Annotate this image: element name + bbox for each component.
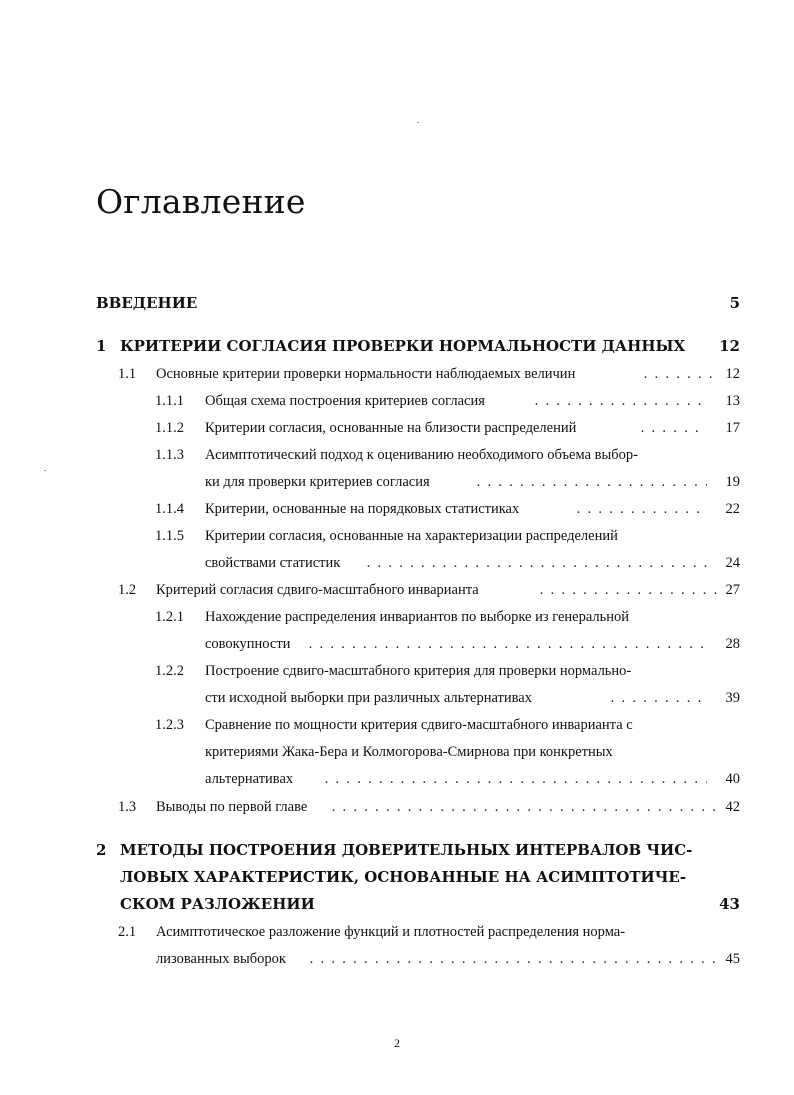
toc-page-number: 13 <box>725 393 740 409</box>
toc-entry-subsection-1-1-5-cont[interactable] <box>155 550 742 577</box>
toc-entry-subsection-1-2-1[interactable] <box>155 604 742 631</box>
toc-entry-introduction[interactable] <box>96 290 746 317</box>
page-title: Оглавление <box>96 182 306 221</box>
toc-page-number: 27 <box>725 582 740 598</box>
toc-page-number: 22 <box>725 501 740 517</box>
toc-leader-dots <box>306 946 720 973</box>
toc-entry-title-line: лизованных выборок <box>156 951 286 967</box>
toc-leader-dots <box>531 388 707 415</box>
toc-entry-number: 1.2.3 <box>155 717 184 733</box>
toc-entry-subsection-1-2-3-cont[interactable] <box>155 739 742 766</box>
toc-entry-section-1-3[interactable] <box>118 794 742 821</box>
toc-leader-dots <box>473 469 707 496</box>
toc-entry-subsection-1-2-1-cont[interactable] <box>155 631 742 658</box>
toc-entry-title-line: Критерии согласия, основанные на характеризации распределений <box>205 528 618 544</box>
toc-entry-number: 1.3 <box>118 799 137 815</box>
toc-entry-number: 1.2.2 <box>155 663 184 679</box>
toc-page-number: 24 <box>725 555 740 571</box>
toc-page-number: 43 <box>719 895 740 913</box>
toc-entry-title: ВВЕДЕНИЕ <box>96 294 198 312</box>
toc-entry-subsection-1-1-1[interactable] <box>155 388 742 415</box>
toc-entry-title-line: Асимптотическое разложение функций и плотностей распределения норма- <box>156 924 626 940</box>
toc-entry-title-line: свойствами статистик <box>205 555 341 571</box>
toc-leader-dots <box>321 766 707 793</box>
toc-entry-title-line: Сравнение по мощности критерия сдвиго-масштабного инварианта с <box>205 717 633 733</box>
toc-entry-subsection-1-1-3-cont[interactable] <box>155 469 742 496</box>
toc-entry-title-line: СКОМ РАЗЛОЖЕНИИ <box>120 895 315 913</box>
toc-leader-dots <box>637 415 707 442</box>
toc-entry-title-line: МЕТОДЫ ПОСТРОЕНИЯ ДОВЕРИТЕЛЬНЫХ ИНТЕРВАЛОВ ЧИС- <box>120 841 693 859</box>
toc-entry-title-line: совокупности <box>205 636 291 652</box>
toc-leader-dots <box>363 550 707 577</box>
toc-entry-subsection-1-1-3[interactable] <box>155 442 742 469</box>
toc-entry-chapter-1[interactable] <box>96 333 746 360</box>
toc-entry-number: 1.1.5 <box>155 528 184 544</box>
toc-page-number: 40 <box>725 771 740 787</box>
scan-speck <box>44 470 46 471</box>
toc-entry-number: 1.2 <box>118 582 137 598</box>
toc-page-number: 5 <box>729 294 740 312</box>
toc-entry-title: Критерии согласия, основанные на близости распределений <box>205 420 577 436</box>
toc-entry-title-line: альтернативах <box>205 771 294 787</box>
toc-page-number: 39 <box>725 690 740 706</box>
toc-entry-number: 2 <box>96 841 107 859</box>
toc-entry-section-2-1[interactable] <box>118 919 742 946</box>
toc-entry-section-1-2[interactable] <box>118 577 742 604</box>
toc-leader-dots <box>536 577 720 604</box>
toc-entry-chapter-2-cont[interactable] <box>96 891 746 918</box>
toc-entry-subsection-1-1-2[interactable] <box>155 415 742 442</box>
toc-entry-title-line: ЛОВЫХ ХАРАКТЕРИСТИК, ОСНОВАННЫЕ НА АСИМПТОТИЧЕ- <box>120 868 687 886</box>
toc-leader-dots <box>640 361 720 388</box>
toc-entry-chapter-2-cont[interactable] <box>96 864 746 891</box>
toc-leader-dots <box>607 685 707 712</box>
toc-entry-number: 1.1.2 <box>155 420 184 436</box>
toc-leader-dots <box>573 496 707 523</box>
toc-entry-title-line: ки для проверки критериев согласия <box>205 474 430 490</box>
toc-entry-title-line: Асимптотический подход к оцениванию необходимого объема выбор- <box>205 447 638 463</box>
toc-entry-number: 1 <box>96 337 107 355</box>
toc-entry-subsection-1-1-4[interactable] <box>155 496 742 523</box>
toc-leader-dots <box>305 631 707 658</box>
toc-page-number: 12 <box>719 337 740 355</box>
toc-entry-subsection-1-2-2[interactable] <box>155 658 742 685</box>
toc-entry-title-line: сти исходной выборки при различных альтернативах <box>205 690 532 706</box>
toc-page-number: 28 <box>725 636 740 652</box>
toc-page-number: 45 <box>725 951 740 967</box>
toc-leader-dots <box>328 794 720 821</box>
toc-entry-number: 1.1.3 <box>155 447 184 463</box>
toc-entry-title: КРИТЕРИИ СОГЛАСИЯ ПРОВЕРКИ НОРМАЛЬНОСТИ ДАННЫХ <box>120 337 686 355</box>
toc-entry-subsection-1-2-3[interactable] <box>155 712 742 739</box>
toc-entry-title-line: критериями Жака-Бера и Колмогорова-Смирнова при конкретных <box>205 744 613 760</box>
toc-entry-number: 2.1 <box>118 924 137 940</box>
toc-entry-section-2-1-cont[interactable] <box>118 946 742 973</box>
toc-entry-title: Критерии, основанные на порядковых статистиках <box>205 501 520 517</box>
toc-entry-subsection-1-2-2-cont[interactable] <box>155 685 742 712</box>
toc-entry-number: 1.1.1 <box>155 393 184 409</box>
toc-entry-title-line: Построение сдвиго-масштабного критерия для проверки нормально- <box>205 663 632 679</box>
toc-entry-title-line: Нахождение распределения инвариантов по выборке из генеральной <box>205 609 630 625</box>
toc-entry-number: 1.2.1 <box>155 609 184 625</box>
toc-page-number: 17 <box>725 420 740 436</box>
toc-entry-subsection-1-1-5[interactable] <box>155 523 742 550</box>
toc-entry-number: 1.1 <box>118 366 137 382</box>
toc-page-number: 19 <box>725 474 740 490</box>
toc-entry-title: Критерий согласия сдвиго-масштабного инварианта <box>156 582 479 598</box>
toc-entry-subsection-1-2-3-cont[interactable] <box>155 766 742 793</box>
toc-entry-number: 1.1.4 <box>155 501 184 517</box>
toc-entry-title: Выводы по первой главе <box>156 799 308 815</box>
toc-entry-title: Основные критерии проверки нормальности наблюдаемых величин <box>156 366 576 382</box>
toc-page-number: 12 <box>725 366 740 382</box>
page-footer-number: 2 <box>394 1036 400 1050</box>
toc-entry-title: Общая схема построения критериев согласия <box>205 393 485 409</box>
scan-speck <box>417 122 419 123</box>
toc-page-number: 42 <box>725 799 740 815</box>
toc-entry-section-1-1[interactable] <box>118 361 742 388</box>
toc-entry-chapter-2[interactable] <box>96 837 746 864</box>
